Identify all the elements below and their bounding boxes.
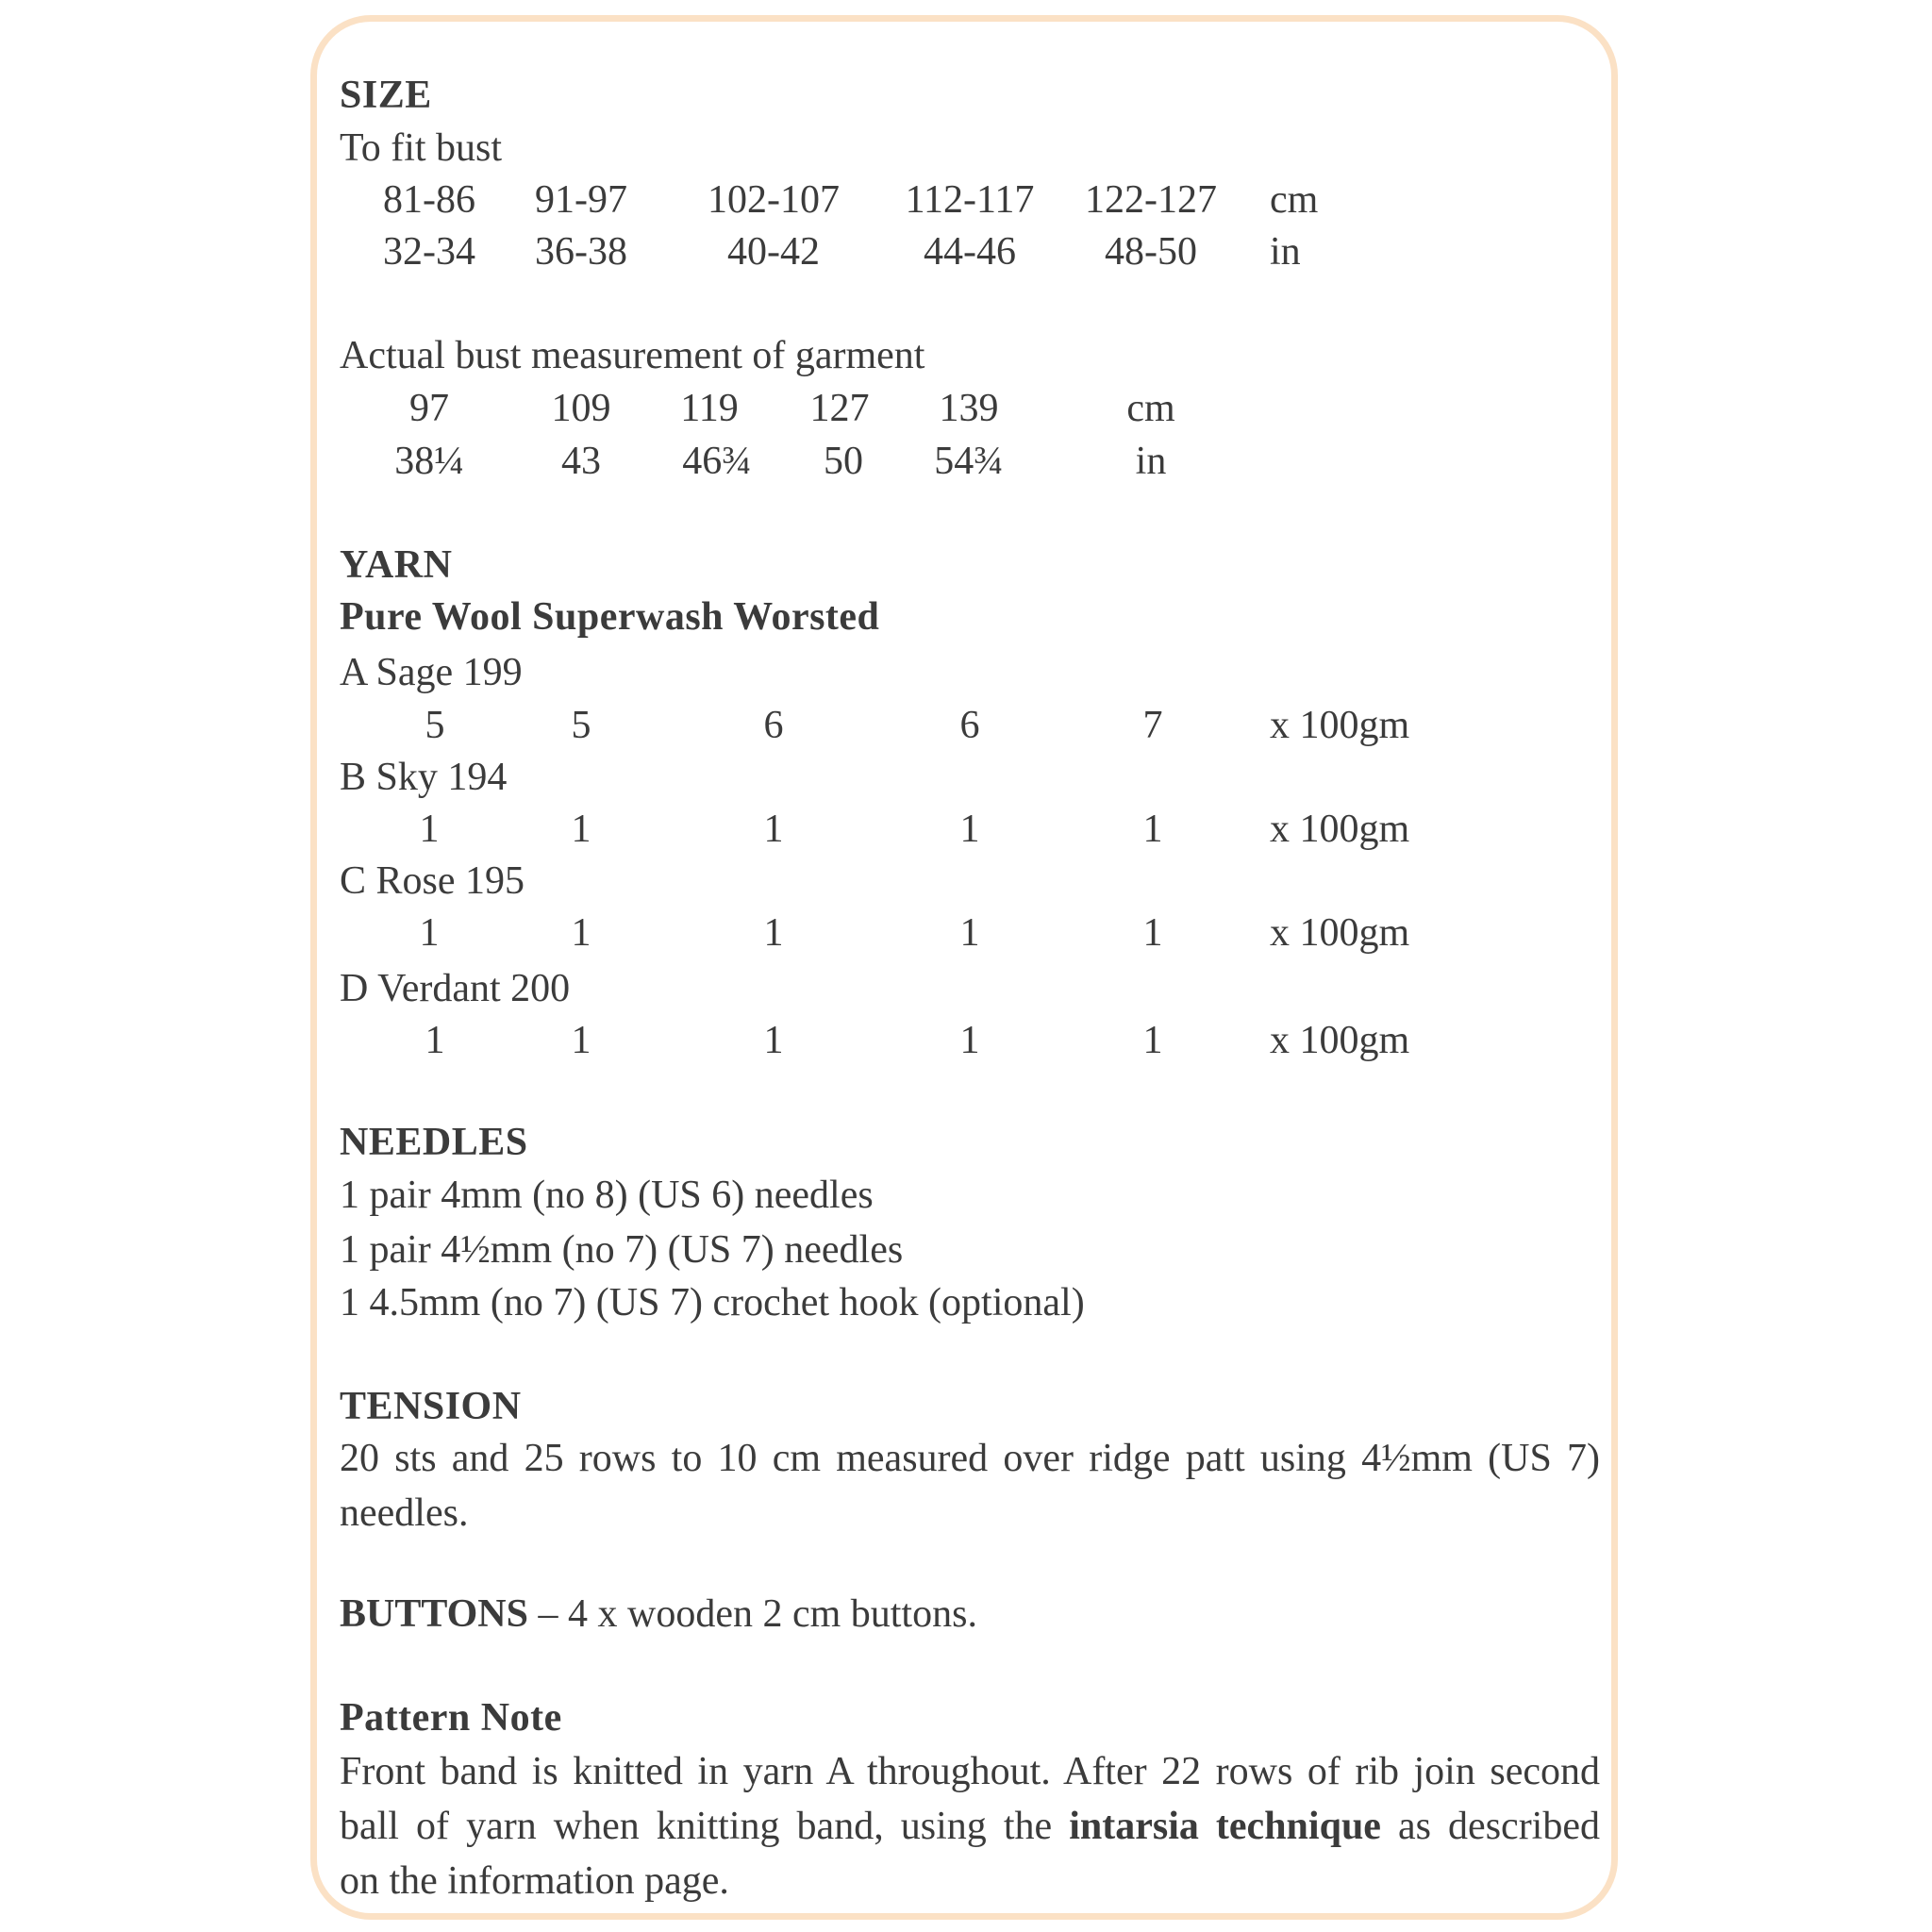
needle-item: 1 4.5mm (no 7) (US 7) crochet hook (optional) (340, 1281, 1085, 1324)
yarn-color-label: A Sage 199 (340, 651, 523, 694)
pattern-note-text (340, 1744, 1600, 1908)
to-fit-in-unit: in (1270, 230, 1301, 274)
to-fit-label: To fit bust (340, 126, 503, 170)
pattern-note-line: Front band is knitted in yarn A throughout. After 22 rows of rib join second (340, 1750, 1600, 1793)
tension-line: needles. (340, 1491, 469, 1535)
yarn-quantity: 1 (959, 1019, 980, 1062)
yarn-quantity: 1 (425, 1019, 445, 1062)
yarn-quantity: 6 (763, 704, 784, 747)
to-fit-cm: 112-117 (905, 178, 1035, 222)
actual-cm: 97 (409, 387, 449, 430)
yarn-quantity: 1 (763, 808, 784, 851)
to-fit-cm-unit: cm (1270, 178, 1319, 222)
to-fit-cm: 91-97 (535, 178, 627, 222)
actual-cm: 119 (680, 387, 739, 430)
buttons-heading: BUTTONS (340, 1592, 528, 1636)
actual-in: 43 (561, 440, 601, 483)
yarn-color-label: C Rose 195 (340, 859, 525, 903)
yarn-quantity: 5 (571, 704, 591, 747)
yarn-heading: YARN (340, 543, 453, 587)
yarn-quantity: 1 (571, 1019, 591, 1062)
to-fit-cm: 122-127 (1085, 178, 1217, 222)
pattern-note-text-part: as described (1380, 1805, 1600, 1848)
actual-cm: 127 (809, 387, 870, 430)
actual-cm: 139 (939, 387, 999, 430)
yarn-quantity: 1 (763, 911, 784, 955)
buttons-line (340, 1594, 977, 1634)
yarn-quantity: 1 (419, 911, 440, 955)
yarn-quantity: 6 (959, 704, 980, 747)
pattern-note-heading: Pattern Note (340, 1696, 562, 1740)
yarn-name: Pure Wool Superwash Worsted (340, 595, 880, 639)
yarn-quantity: 1 (419, 808, 440, 851)
yarn-quantity: 1 (1142, 808, 1163, 851)
pattern-note-line: on the information page. (340, 1859, 729, 1903)
tension-text (340, 1431, 1600, 1541)
actual-in: 46¾ (682, 440, 752, 483)
buttons-text: – 4 x wooden 2 cm buttons. (527, 1592, 977, 1636)
intarsia-technique-term: intarsia technique (1069, 1805, 1381, 1848)
yarn-quantity: 1 (1142, 911, 1163, 955)
needle-item: 1 pair 4½mm (no 7) (US 7) needles (340, 1228, 904, 1272)
yarn-quantity: 5 (425, 704, 445, 747)
to-fit-in: 48-50 (1105, 230, 1197, 274)
yarn-quantity: 7 (1142, 704, 1163, 747)
to-fit-in: 44-46 (924, 230, 1016, 274)
size-heading: SIZE (340, 74, 432, 117)
yarn-color-label: D Verdant 200 (340, 967, 571, 1010)
yarn-quantity: 1 (763, 1019, 784, 1062)
actual-cm-unit: cm (1126, 387, 1175, 430)
yarn-unit: x 100gm (1270, 808, 1410, 851)
pattern-note-text-part: ball of yarn when knitting band, using the (340, 1805, 1070, 1848)
tension-line: 20 sts and 25 rows to 10 cm measured over ridge patt using 4½mm (US 7) (340, 1437, 1600, 1480)
yarn-quantity: 1 (959, 911, 980, 955)
to-fit-cm: 102-107 (708, 178, 840, 222)
yarn-quantity: 1 (571, 911, 591, 955)
to-fit-in: 40-42 (727, 230, 820, 274)
to-fit-in: 32-34 (383, 230, 475, 274)
actual-cm: 109 (551, 387, 611, 430)
needle-item: 1 pair 4mm (no 8) (US 6) needles (340, 1174, 874, 1217)
yarn-color-label: B Sky 194 (340, 756, 508, 799)
actual-in: 54¾ (934, 440, 1004, 483)
actual-in-unit: in (1135, 440, 1167, 483)
tension-heading: TENSION (340, 1385, 522, 1428)
yarn-quantity: 1 (571, 808, 591, 851)
to-fit-cm: 81-86 (383, 178, 475, 222)
yarn-unit: x 100gm (1270, 704, 1410, 747)
pattern-note-line (340, 1799, 1600, 1854)
to-fit-in: 36-38 (535, 230, 627, 274)
actual-measurement-label: Actual bust measurement of garment (340, 334, 925, 377)
yarn-unit: x 100gm (1270, 911, 1410, 955)
yarn-unit: x 100gm (1270, 1019, 1410, 1062)
actual-in: 50 (824, 440, 863, 483)
actual-in: 38¼ (394, 440, 464, 483)
needles-heading: NEEDLES (340, 1121, 528, 1164)
yarn-quantity: 1 (959, 808, 980, 851)
yarn-quantity: 1 (1142, 1019, 1163, 1062)
